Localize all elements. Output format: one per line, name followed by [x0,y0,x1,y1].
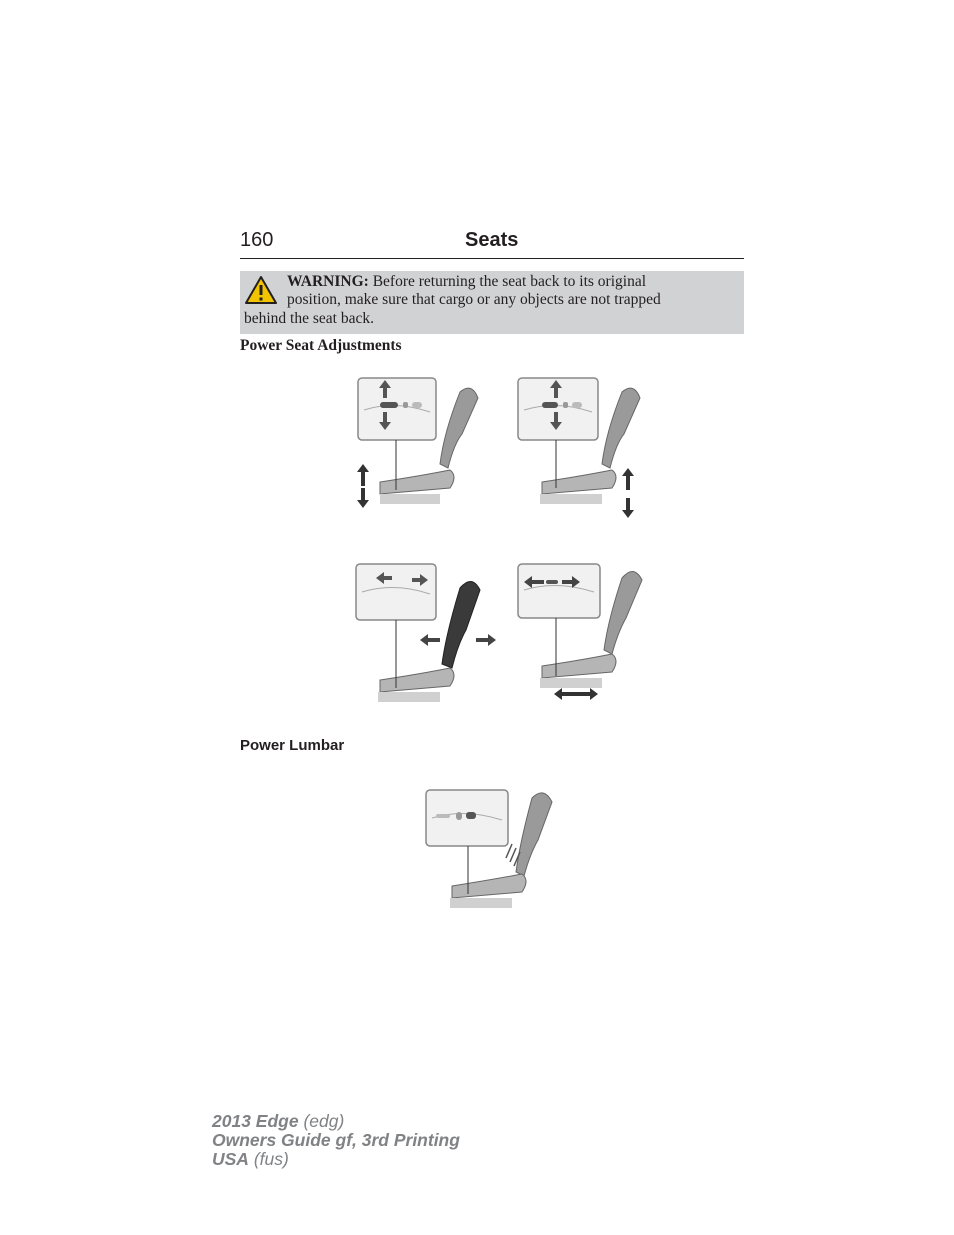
section-heading-power-seat: Power Seat Adjustments [240,337,402,354]
lumbar-adjust-figure [420,784,560,914]
seat-adjust-fore-aft-figure [512,558,662,708]
footer-guide: Owners Guide gf, 3rd Printing [212,1130,460,1150]
warning-triangle-icon [244,275,278,305]
warning-box [240,271,744,334]
footer-market-code: (fus) [248,1149,289,1169]
page-title: Seats [465,229,519,251]
footer-market: USA [212,1149,249,1169]
footer-line-1 [212,1112,460,1131]
warning-text-line-3: behind the seat back. [244,310,374,327]
seat-adjust-height-figure [350,372,490,522]
section-heading-power-lumbar: Power Lumbar [240,737,345,754]
footer-model: 2013 Edge [212,1111,299,1131]
footer-line-2 [212,1131,460,1150]
footer-model-code: (edg) [298,1111,345,1131]
warning-line-1-text: Before returning the seat back to its original [372,273,647,290]
page-number: 160 [240,229,274,251]
seat-adjust-tilt-figure [512,372,662,522]
footer-line-3 [212,1150,460,1169]
warning-text-line-2: position, make sure that cargo or any objects are not trapped [287,291,661,308]
header-rule [240,258,744,259]
footer [212,1112,460,1169]
warning-text-line-1 [287,273,646,292]
seat-adjust-recline-figure [350,558,500,713]
warning-label: WARNING: [287,273,369,290]
